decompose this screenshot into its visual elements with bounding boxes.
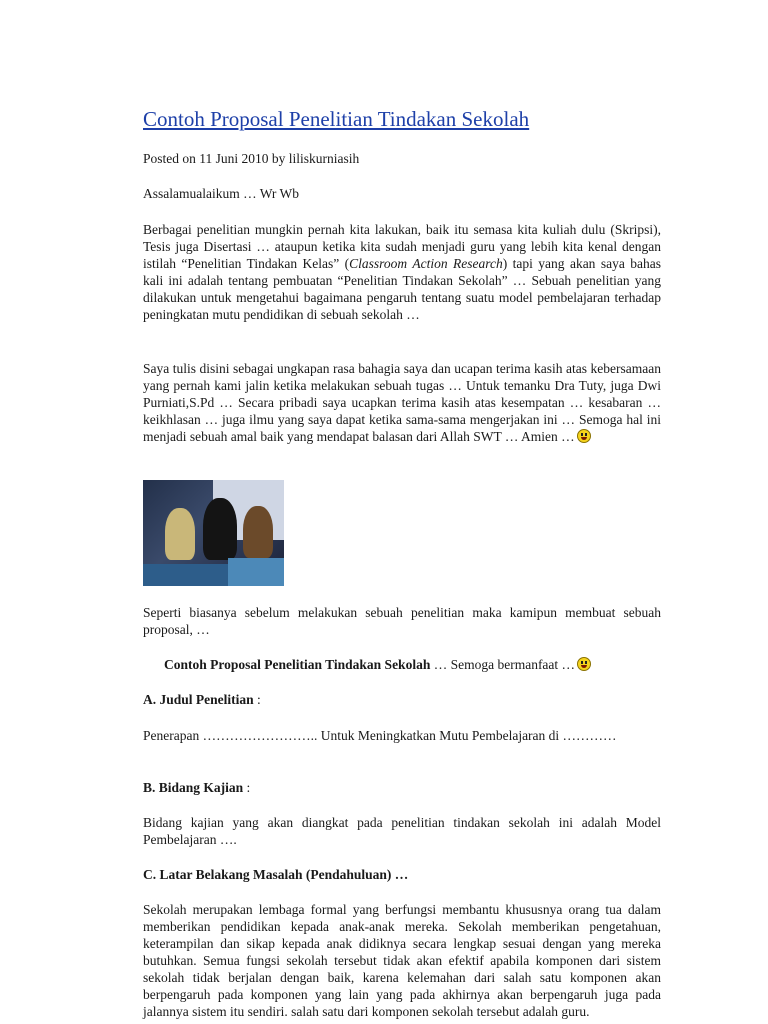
photo-desk bbox=[228, 558, 284, 586]
post-meta: Posted on 11 Juni 2010 by liliskurniasih bbox=[143, 151, 360, 166]
paragraph-thanks: Saya tulis disini sebagai ungkapan rasa bahagia saya dan ucapan terima kasih atas kebersamaan yang pernah kami jalin ketika melakukan sebuah tugas … Untuk temanku Dra Tuty, juga Dwi Purniati,S.Pd … Secara pribadi saya ucapkan terima kasih atas kesempatan … kesabaran … keikhlasan … juga ilmu yang saya dapat ketika sama-sama mengerjakan ini … Semoga hal ini menjadi sebuah amal baik yang mendapat balasan dari Allah SWT … Amien … bbox=[143, 361, 661, 444]
smiley-icon bbox=[577, 429, 591, 443]
section-b-heading: B. Bidang Kajian : bbox=[143, 780, 251, 795]
italic-term: Classroom Action Research bbox=[349, 256, 503, 271]
paragraph-proposal: Seperti biasanya sebelum melakukan sebuah penelitian maka kamipun membuat sebuah proposal, … bbox=[143, 605, 661, 637]
post-title-link[interactable]: Contoh Proposal Penelitian Tindakan Sekolah bbox=[143, 107, 530, 131]
section-a-heading: A. Judul Penelitian : bbox=[143, 692, 261, 707]
photo-person-2 bbox=[203, 498, 237, 560]
section-c-text: Sekolah merupakan lembaga formal yang berfungsi membantu khususnya orang tua dalam memberikan pendidikan kepada anak-anak mereka. Sekolah memberikan pengetahuan, keterampilan dan sikap kepada anak didiknya secara lengkap sesuai dengan yang mereka butuhkan. Semua fungsi sekolah tersebut tidak akan efektif apabila komponen dari sistem sekolah tidak berjalan dengan baik, karena kelemahan dari salah satu komponen akan berpengaruh pada komponen yang lain yang pada akhirnya akan berpengaruh juga pada jalannya sistem itu sendiri. salah satu dari komponen sekolah tersebut adalah guru. bbox=[143, 902, 661, 1019]
section-a-text: Penerapan …………………….. Untuk Meningkatkan Mutu Pembelajaran di ………… bbox=[143, 728, 617, 743]
greeting: Assalamualaikum … Wr Wb bbox=[143, 186, 300, 201]
smiley-icon bbox=[577, 657, 591, 671]
group-photo bbox=[143, 480, 284, 586]
photo-person-1 bbox=[165, 508, 195, 560]
section-b-text: Bidang kajian yang akan diangkat pada penelitian tindakan sekolah ini adalah Model Pembelajaran …. bbox=[143, 815, 661, 847]
section-c-heading: C. Latar Belakang Masalah (Pendahuluan) … bbox=[143, 867, 409, 882]
photo-person-3 bbox=[243, 506, 273, 558]
paragraph-intro: Berbagai penelitian mungkin pernah kita lakukan, baik itu semasa kita kuliah dulu (Skripsi), Tesis juga Disertasi … ataupun ketika kita sudah menjadi guru yang lebih kita kenal dengan istilah “Penelitian Tindakan Kelas” (Classroom Action Research) tapi yang akan saya bahas kali ini adalah tentang pembuatan “Penelitian Tindakan Sekolah” … Sebuah penelitian yang dilakukan untuk mengetahui bagaimana pengaruh tentang suatu model pembelajaran terhadap peningkatan mutu pendidikan di sebuah sekolah … bbox=[143, 222, 661, 322]
intro-line: Contoh Proposal Penelitian Tindakan Sekolah … Semoga bermanfaat … bbox=[164, 656, 661, 673]
